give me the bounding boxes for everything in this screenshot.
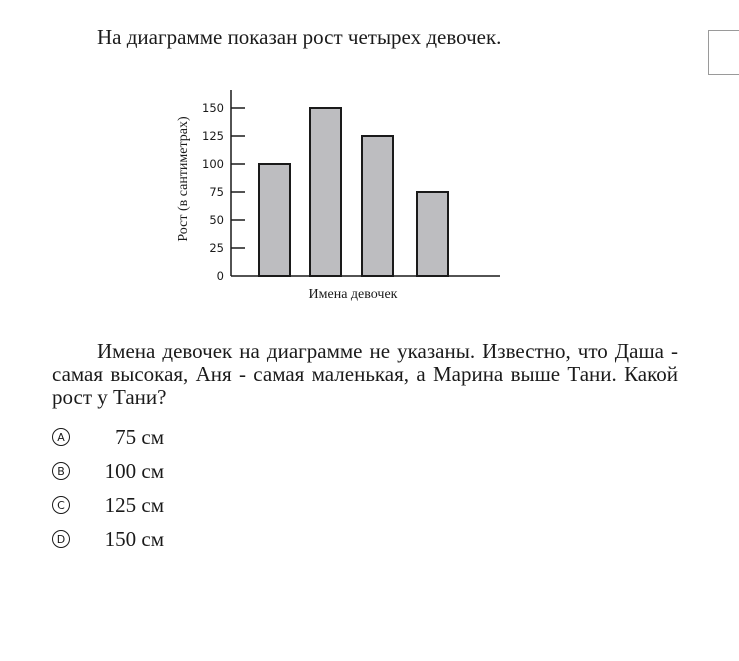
answer-choices — [52, 420, 164, 556]
height-bar-chart — [160, 85, 510, 310]
y-tick-label-0: 0 — [216, 269, 224, 283]
choice-a[interactable] — [52, 420, 164, 454]
choice-b-letter: B — [52, 462, 70, 480]
bar-1 — [259, 164, 290, 276]
choice-a-text: 75 см — [115, 424, 164, 449]
choice-b[interactable] — [52, 454, 164, 488]
y-tick-label-100: 100 — [202, 157, 224, 171]
y-tick-label-50: 50 — [209, 213, 224, 227]
y-tick-label-75: 75 — [209, 185, 224, 199]
choice-c-letter: C — [52, 496, 70, 514]
choice-d-letter: D — [52, 530, 70, 548]
y-tick-label-150: 150 — [202, 101, 224, 115]
question-text: Имена девочек на диаграмме не указаны. Известно, что Даша - самая высокая, Аня - самая маленькая, а Марина выше Тани. Какой рост у Тани? — [52, 339, 678, 409]
choice-b-text: 100 см — [104, 458, 164, 483]
choice-d[interactable] — [52, 522, 164, 556]
y-tick-label-125: 125 — [202, 129, 224, 143]
choice-a-letter: A — [52, 428, 70, 446]
choice-c-text: 125 см — [104, 492, 164, 517]
chart-bars — [259, 108, 448, 276]
answer-box[interactable] — [708, 30, 739, 75]
choice-d-text: 150 см — [104, 526, 164, 551]
y-tick-label-25: 25 — [209, 241, 224, 255]
y-axis-label: Рост (в сантиметрах) — [176, 116, 191, 242]
x-axis-label: Имена девочек — [308, 287, 398, 302]
bar-3 — [362, 136, 393, 276]
choice-c[interactable] — [52, 488, 164, 522]
bar-2 — [310, 108, 341, 276]
y-axis-ticks — [202, 101, 245, 283]
intro-text: На диаграмме показан рост четырех девочек. — [97, 25, 502, 49]
bar-4 — [417, 192, 448, 276]
